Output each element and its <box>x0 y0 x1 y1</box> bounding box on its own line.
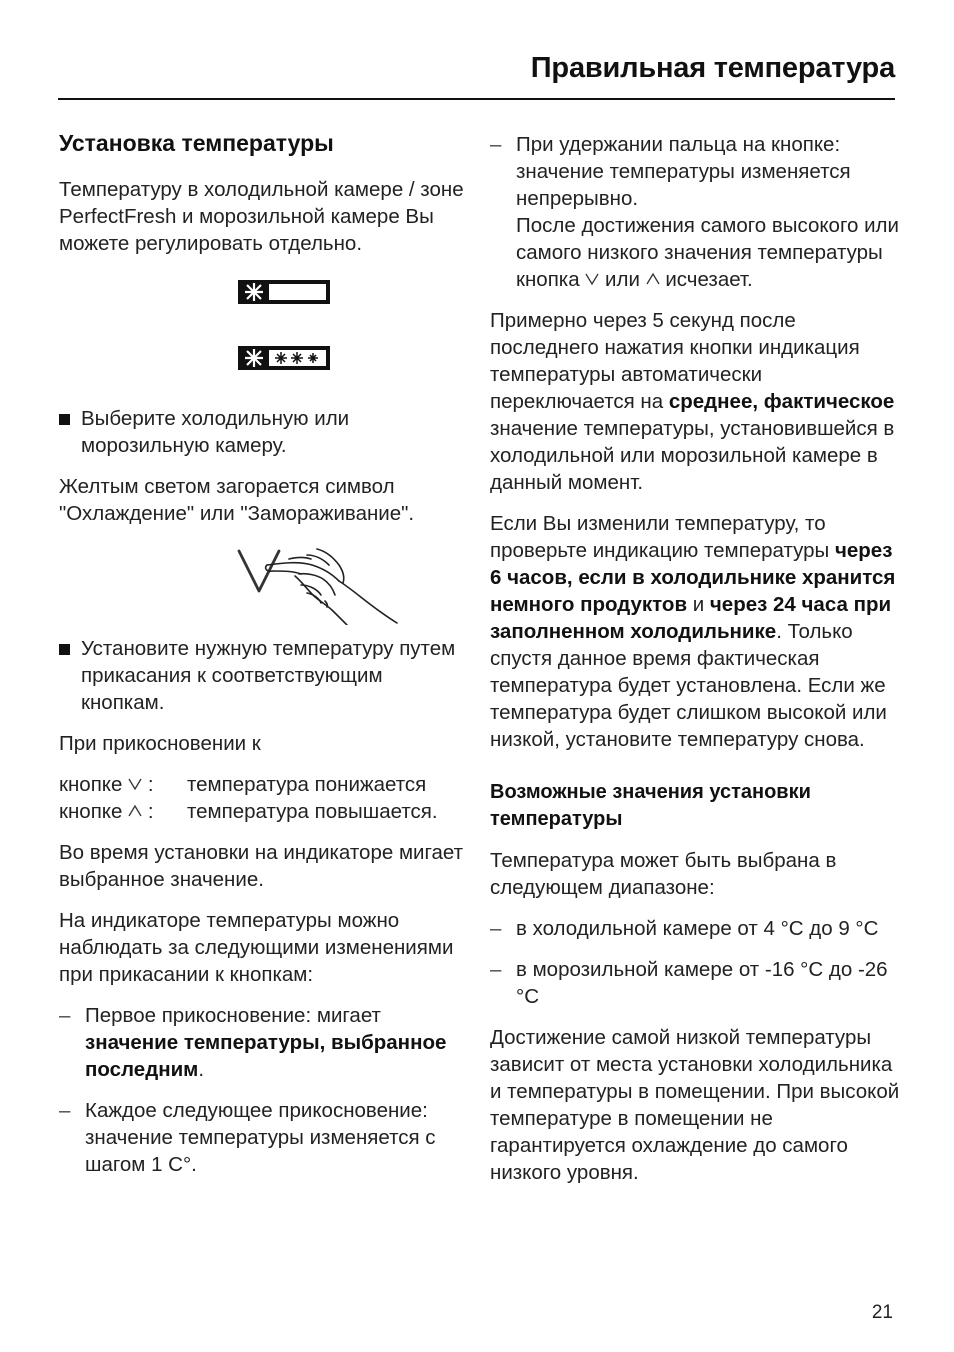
page-number: 21 <box>871 1302 893 1323</box>
list-item: – При удержании пальца на кнопке: значение температуры изменяется непрерывно. После достижения самого высокого или самого низкого значения температуры кнопка или исчезает. <box>490 131 900 293</box>
down-key-label: кнопке <box>59 773 123 796</box>
up-button-row: кнопке : температура повышается. <box>59 800 438 823</box>
list-item: – в морозильной камере от -16 °C до -26 °C <box>490 956 900 1010</box>
section-title: Установка температуры <box>59 130 334 156</box>
right-column <box>490 131 900 1200</box>
yellow-symbol-paragraph: Желтым светом загорается символ "Охлаждение" или "Замораживание". <box>59 475 415 525</box>
left-column <box>59 128 469 1192</box>
header-divider <box>58 98 895 100</box>
auto-switch-paragraph: Примерно через 5 секунд после последнего нажатия кнопки индикация температуры автоматически переключается на среднее, фактическое значение температуры, установившейся в холодильной или морозильной камере в данный момент. <box>490 309 895 494</box>
chevron-up-icon <box>646 272 660 286</box>
up-key-label: кнопке <box>59 800 123 823</box>
hand-touch-illustration <box>59 541 469 627</box>
list-item: Выберите холодильную или морозильную камеру. <box>59 405 469 459</box>
list-item: – в холодильной камере от 4 °C до 9 °C <box>490 915 900 942</box>
button-effects-table <box>59 771 469 825</box>
list-item: – Первое прикосновение: мигает значение температуры, выбранное последним. <box>59 1002 469 1083</box>
final-paragraph: Достижение самой низкой температуры зависит от места установки холодильника и температуры в помещении. При высокой температуре в помещении не гарантируется охлаждение до самого низкого уровня. <box>490 1026 900 1184</box>
intro-paragraph: Температуру в холодильной камере / зоне PerfectFresh и морозильной камере Вы можете регулировать отдельно. <box>59 178 464 255</box>
down-value: температура понижается <box>187 773 427 796</box>
blink-paragraph: Во время установки на индикаторе мигает выбранное значение. <box>59 841 464 891</box>
freezing-display-icon <box>59 345 469 371</box>
chevron-down-icon <box>585 272 599 286</box>
changes-intro: На индикаторе температуры можно наблюдать за следующими изменениями при прикасании к кнопкам: <box>59 909 454 986</box>
down-button-row: кнопке : температура понижается <box>59 773 427 796</box>
list-item: Установите нужную температуру путем прикасания к соответствующим кнопкам. <box>59 635 469 716</box>
check-temperature-paragraph: Если Вы изменили температуру, то проверьте индикацию температуры через 6 часов, если в холодильнике хранится немного продуктов и через 24 часа при заполненном холодильнике. Только спустя данное время фактическая температура будет установлена. Если же температура будет слишком высокой или низкой, установите температуру снова. <box>490 512 896 751</box>
list-item: – Каждое следующее прикосновение: значение температуры изменяется с шагом 1 C°. <box>59 1097 469 1178</box>
up-value: температура повышается. <box>187 800 438 823</box>
chevron-up-icon <box>128 804 142 818</box>
cooling-display-icon <box>59 279 469 305</box>
chevron-down-icon <box>128 777 142 791</box>
page-title: Правильная температура <box>530 52 895 84</box>
touch-intro: При прикосновении к <box>59 732 261 755</box>
range-intro: Температура может быть выбрана в следующем диапазоне: <box>490 849 837 899</box>
subsection-title: Возможные значения установки температуры <box>490 781 811 830</box>
